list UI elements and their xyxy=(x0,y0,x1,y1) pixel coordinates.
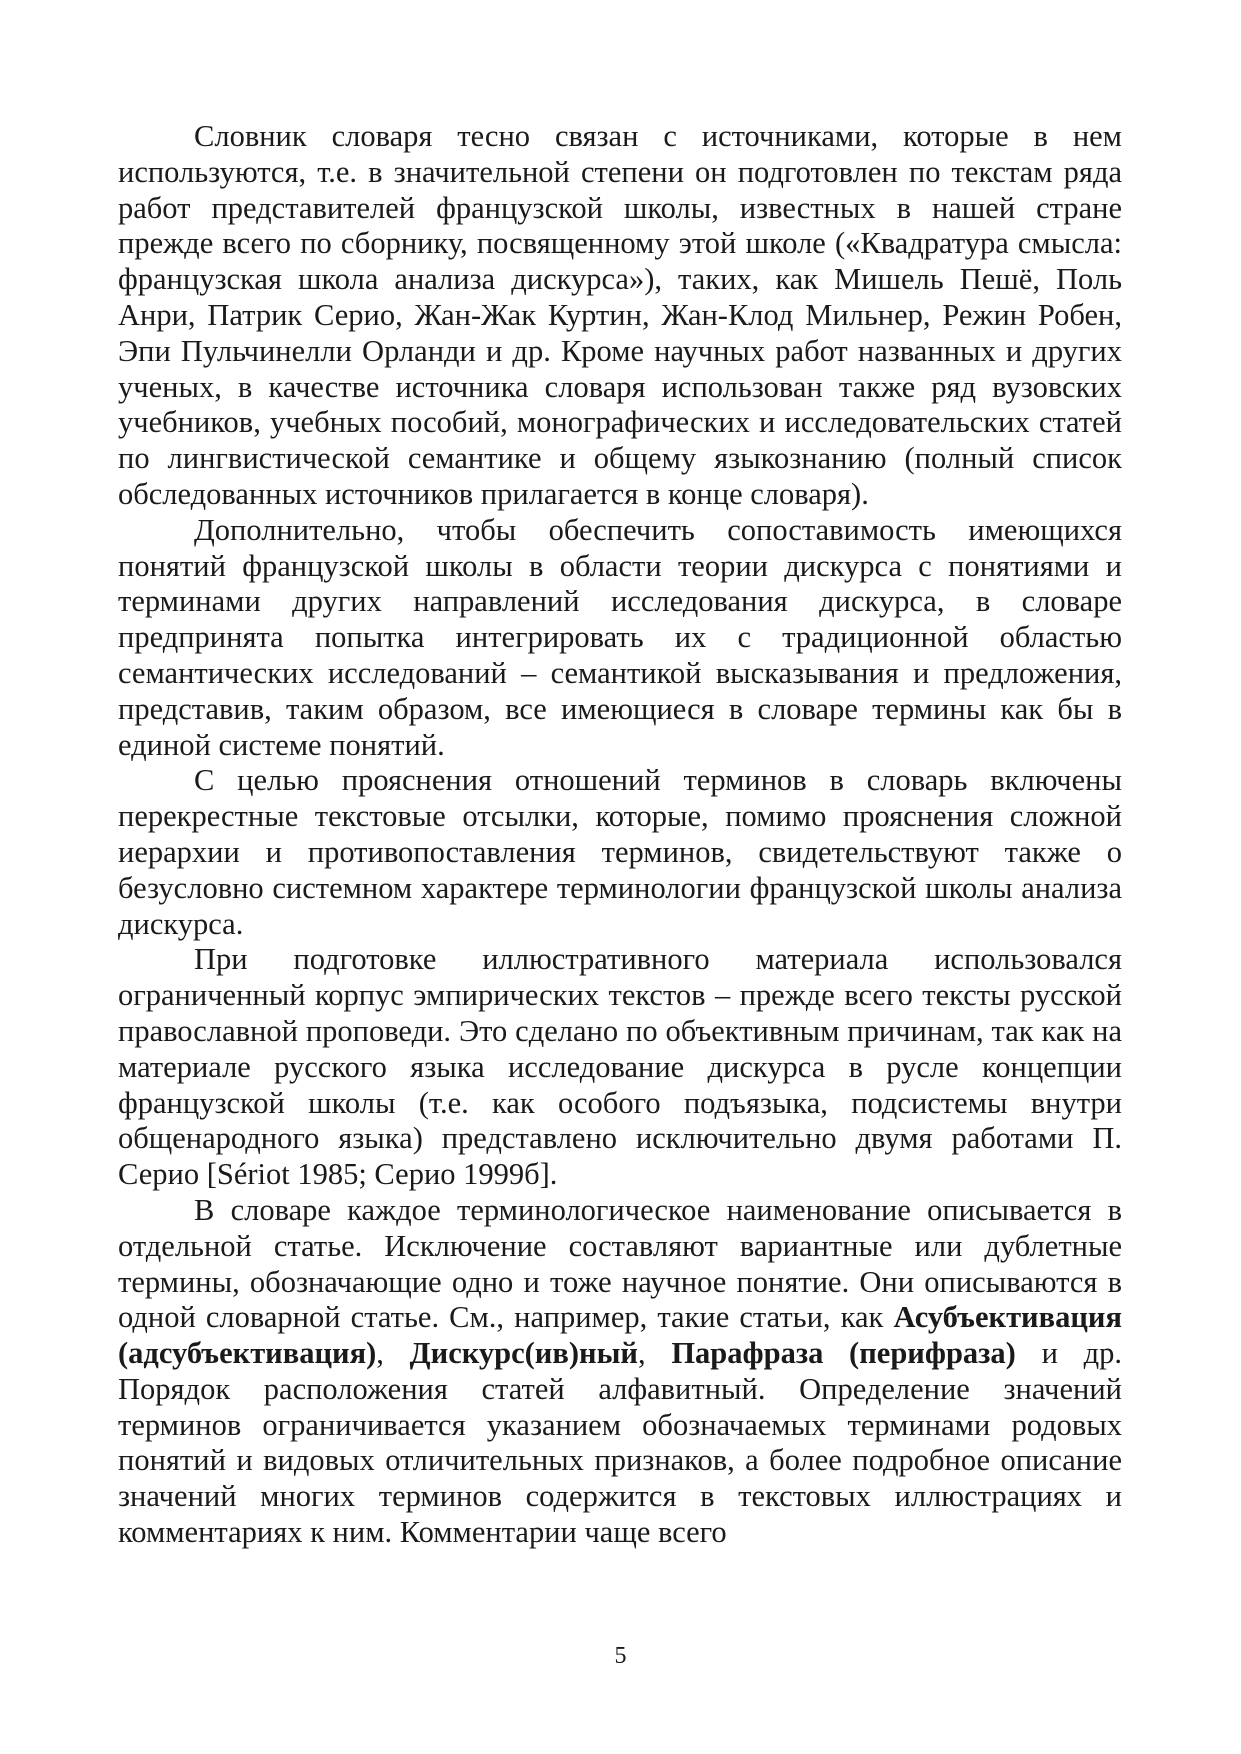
paragraph-entry-structure xyxy=(118,1193,1122,1551)
term-separator: , xyxy=(637,1336,672,1371)
paragraph-sources: Словник словаря тесно связан с источниками, которые в нем используются, т.е. в значительной степени он подготовлен по текстам ряда работ представителей французской школы, известных в нашей стране прежде всего по сборнику, посвященному этой школе («Квадратура смысла: французская школа анализа дискурса»), таких, как Мишель Пешё, Поль Анри, Патрик Серио, Жан-Жак Куртин, Жан-Клод Мильнер, Режин Робен, Эпи Пульчинелли Орланди и др. Кроме научных работ названных и других ученых, в качестве источника словаря использован также ряд вузовских учебников, учебных пособий, монографических и исследовательских статей по лингвистической семантике и общему языкознанию (полный список обследованных источников прилагается в конце словаря). xyxy=(118,119,1122,511)
entry-text-before: В словаре каждое терминологическое наименование описывается в отдельной статье. Исключение составляют вариантные или дублетные термины, обозначающие одно и тоже научное понятие. Они описываются в одной словарной статье. См., например, такие статьи, как xyxy=(118,1192,1122,1335)
entry-text-after: и др. Порядок расположения статей алфавитный. Определение значений терминов ограничивается указанием обозначаемых терминами родовых понятий и видовых отличительных признаков, а более подробное описание значений многих терминов содержится в текстовых иллюстрациях и комментариях к ним. Комментарии чаще всего xyxy=(118,1336,1123,1550)
body-text xyxy=(118,119,1122,1551)
term-separator: , xyxy=(376,1336,410,1371)
page-number: 5 xyxy=(614,1643,627,1669)
paragraph-comparability: Дополнительно, чтобы обеспечить сопоставимость имеющихся понятий французской школы в области теории дискурса с понятиями и терминами других направлений исследования дискурса, в словаре предпринята попытка интегрировать их с традиционной областью семантических исследований – семантикой высказывания и предложения, представив, таким образом, все имеющиеся в словаре термины как бы в единой системе понятий. xyxy=(118,512,1122,762)
term-paraphrase: Парафраза (перифраза) xyxy=(671,1336,1016,1371)
paragraph-illustrative-material: При подготовке иллюстративного материала использовался ограниченный корпус эмпирических текстов – прежде всего тексты русской православной проповеди. Это сделано по объективным причинам, так как на материале русского языка исследование дискурса в русле концепции французской школы (т.е. как особого подъязыка, подсистемы внутри общенародного языка) представлено исключительно двумя работами П. Серио [Sériot 1985; Серио 1999б]. xyxy=(118,942,1122,1192)
term-asubjectivation: Асубъективация (адсубъективация) xyxy=(118,1300,1122,1371)
term-discursive: Дискурс(ив)ный xyxy=(409,1336,638,1371)
paragraph-cross-references: С целью прояснения отношений терминов в словарь включены перекрестные текстовые отсылки, которые, помимо прояснения сложной иерархии и противопоставления терминов, свидетельствуют также о безусловно системном характере терминологии французской школы анализа дискурса. xyxy=(118,763,1122,941)
